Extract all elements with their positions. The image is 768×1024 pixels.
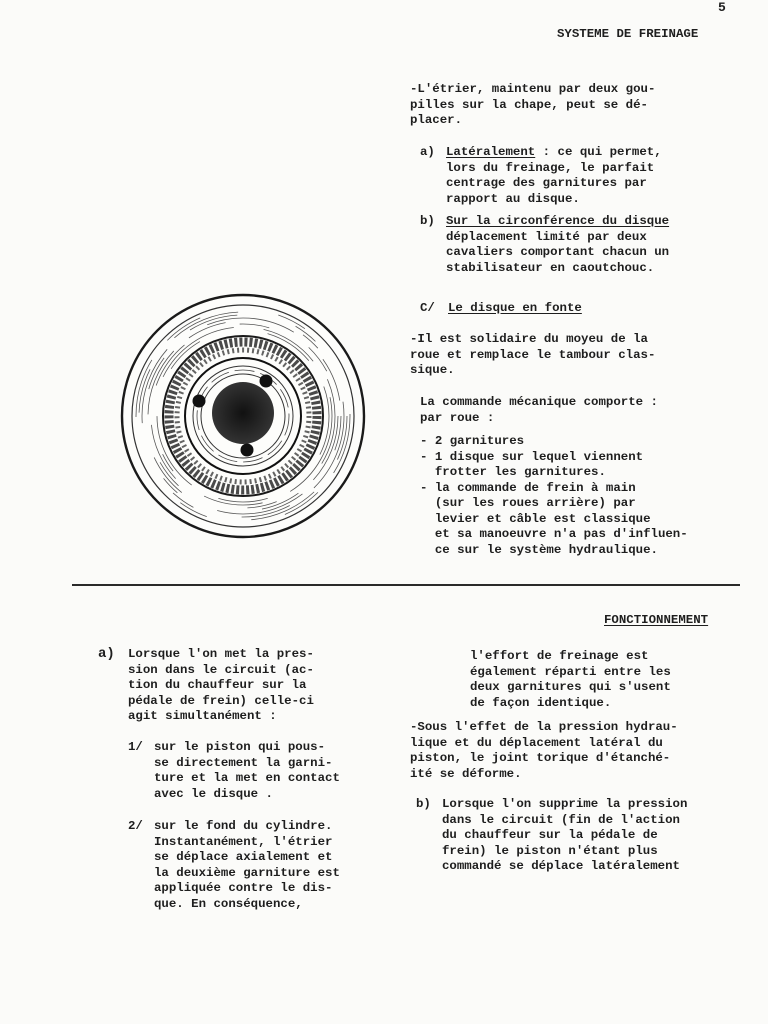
step-2 — [128, 819, 398, 912]
item-b-circonference — [420, 214, 750, 276]
running-header: SYSTEME DE FREINAGE — [557, 27, 699, 41]
brake-disc-illustration — [120, 293, 366, 539]
item-a-body — [446, 145, 750, 207]
step-1 — [128, 740, 398, 802]
joint-torique-paragraph: -Sous l'effet de la pression hydrau- lique et du déplacement latéral du piston, le joint torique d'étanché- ité se déforme. — [410, 720, 678, 781]
wheel-stud-hole-3 — [241, 444, 254, 457]
item-a-marker: a) — [420, 145, 435, 159]
fonctionnement-a — [98, 647, 398, 725]
effort-continuation: l'effort de freinage est également réparti entre les deux garnitures qui s'usent de façon identique. — [470, 649, 671, 710]
fonctionnement-a-marker: a) — [98, 646, 115, 662]
wheel-stud-hole-1 — [260, 375, 273, 388]
page-number: 5 — [718, 0, 726, 15]
heading-c-marker: C/ — [420, 301, 435, 315]
step-1-text: sur le piston qui pous- se directement la garni- ture et la met en contact avec le disque . — [154, 740, 340, 801]
step-2-marker: 2/ — [128, 819, 143, 833]
wheel-stud-hole-2 — [193, 395, 206, 408]
fonctionnement-b-text: Lorsque l'on supprime la pression dans le circuit (fin de l'action du chauffeur sur la pédale de frein) le piston n'étant plus commandé se déplace latéralement — [442, 797, 688, 873]
item-a-title: Latéralement — [446, 145, 536, 159]
step-1-marker: 1/ — [128, 740, 143, 754]
fonctionnement-a-text: Lorsque l'on met la pres- sion dans le circuit (ac- tion du chauffeur sur la pédale de frein) celle-ci agit simultanément : — [128, 647, 314, 723]
step-2-text: sur le fond du cylindre. Instantanément, l'étrier se déplace axialement et la deuxième garniture est appliquée contre le dis- que. En conséquence, — [154, 819, 340, 911]
item-a-lateral — [420, 145, 750, 207]
item-b-marker: b) — [420, 214, 435, 228]
heading-c-title: Le disque en fonte — [448, 301, 582, 315]
item-b-rest: déplacement limité par deux cavaliers comportant chacun un stabilisateur en caoutchouc. — [446, 229, 670, 275]
section-divider — [72, 584, 740, 586]
disc-center-bore — [212, 382, 274, 444]
heading-c — [420, 301, 582, 317]
commande-list: - 2 garnitures - 1 disque sur lequel viennent frotter les garnitures. - la commande de frein à main (sur les roues arrière) par levier et câble est classique et sa manoeuvre n'a pas d'influen- ce sur le système hydraulique. — [420, 434, 688, 557]
fonctionnement-b — [416, 797, 756, 875]
item-a-rest: : ce qui permet, lors du freinage, le parfait centrage des garnitures par rapport au disque. — [446, 145, 662, 206]
fonctionnement-b-marker: b) — [416, 797, 431, 811]
commande-paragraph: La commande mécanique comporte : par roue : — [420, 395, 658, 425]
intro-paragraph: -L'étrier, maintenu par deux gou- pilles sur la chape, peut se dé- placer. — [410, 82, 656, 127]
disque-paragraph: -Il est solidaire du moyeu de la roue et remplace le tambour clas- sique. — [410, 332, 656, 377]
item-b-title: Sur la circonférence du disque — [446, 214, 670, 228]
section-title-fonctionnement: FONCTIONNEMENT — [604, 613, 709, 627]
